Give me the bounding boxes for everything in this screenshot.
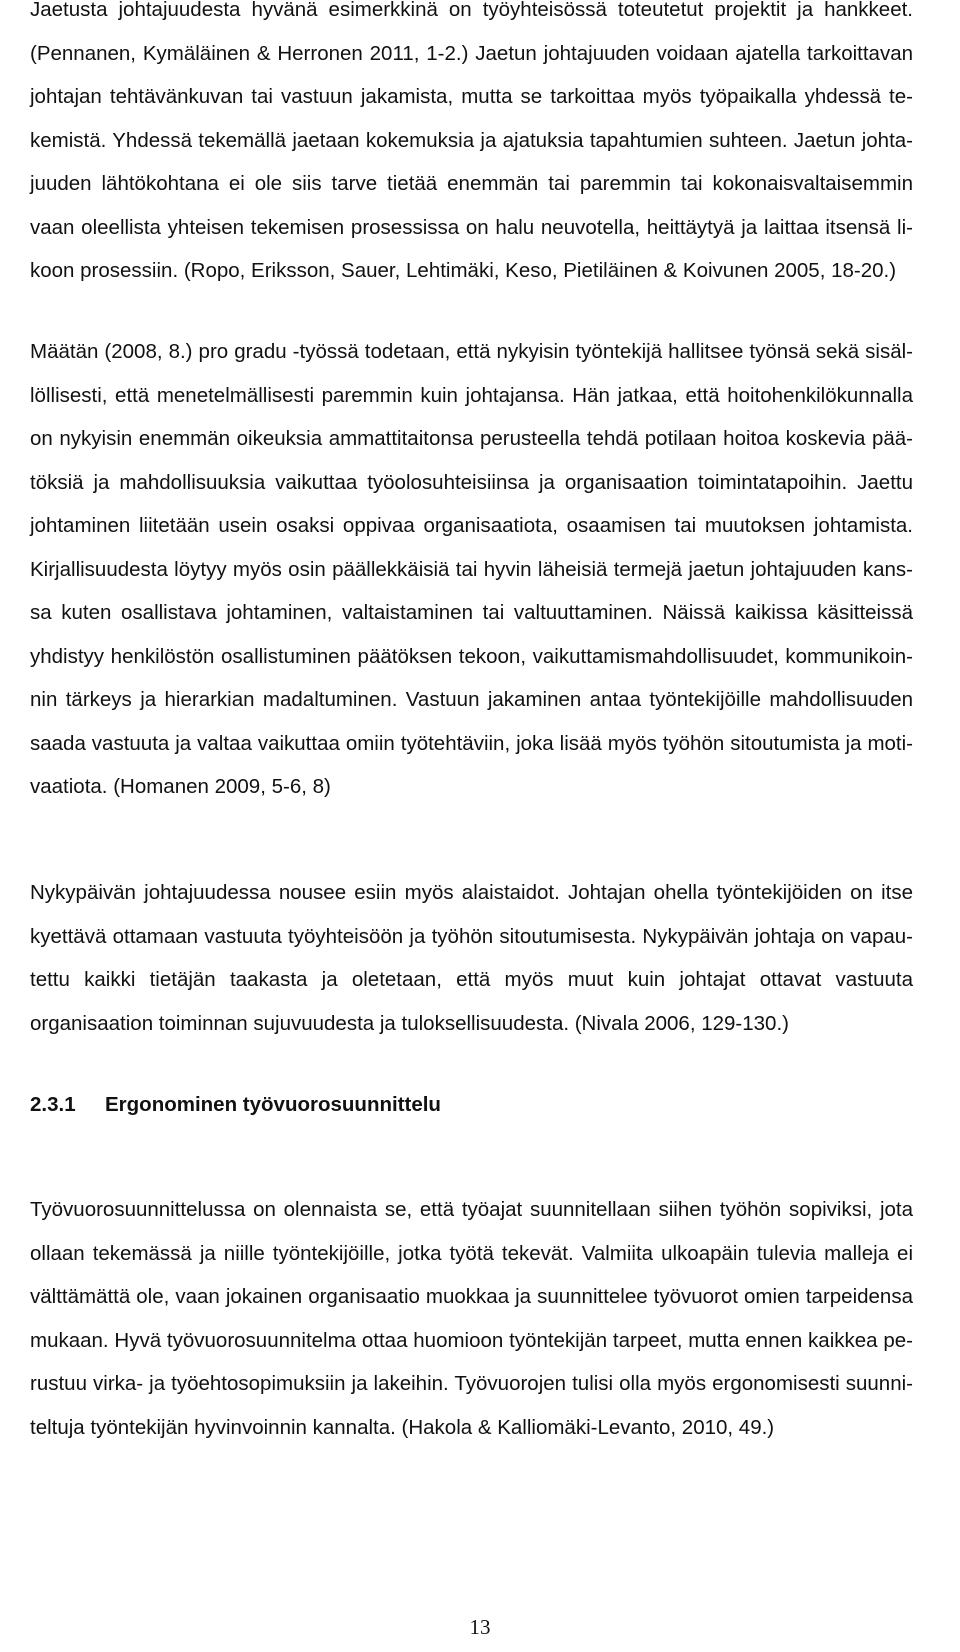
section-number: 2.3.1 — [30, 1093, 76, 1116]
paragraph-maatta-thesis: Määtän (2008, 8.) pro gradu -työssä todetaan, että nykyisin työntekijä hallitsee työnsä sekä sisällöllisesti, että menetelmällisesti paremmin kuin johtajansa. Hän jatkaa, että hoitohenkilökunnalla on nykyisin enemmän oikeuksia ammattitaitonsa perusteella tehdä potilaan hoitoa koskevia päätöksiä ja mahdollisuuksia vaikuttaa työolosuhteisiinsa ja organisaation toimintatapoihin. Jaettu johtaminen liitetään usein osaksi oppivaa organisaatiota, osaamisen tai muutoksen johtamista. Kirjallisuudesta löytyy myös osin päällekkäisiä tai hyvin läheisiä termejä jaetun johtajuuden kanssa kuten osallistava johtaminen, valtaistaminen tai valtuuttaminen. Näissä kaikissa käsitteissä yhdistyy henkilöstön osallistuminen päätöksen tekoon, vaikuttamismahdollisuudet, kommunikoinnin tärkeys ja hierarkian madaltuminen. Vastuun jakaminen antaa työntekijöille mahdollisuuden saada vastuuta ja valtaa vaikuttaa omiin työtehtäviin, joka lisää myös työhön sitoutumista ja motivaatiota. (Homanen 2009, 5-6, 8) — [30, 340, 913, 798]
section-heading — [30, 1083, 441, 1127]
paragraph-shared-leadership: Jaetusta johtajuudesta hyvänä esimerkkinä on työyhteisössä toteutetut projektit ja hankkeet. (Pennanen, Kymäläinen & Herronen 2011, 1-2.) Jaetun johtajuuden voidaan ajatella tarkoittavan johtajan tehtävänkuvan tai vastuun jakamista, mutta se tarkoittaa myös työpaikalla yhdessä tekemistä. Yhdessä tekemällä jaetaan kokemuksia ja ajatuksia tapahtumien suhteen. Jaetun johtajuuden lähtökohtana ei ole siis tarve tietää enemmän tai paremmin tai kokonaisvaltaisemmin vaan oleellista yhteisen tekemisen prosessissa on halu neuvotella, heittäytyä ja laittaa itsensä likoon prosessiin. (Ropo, Eriksson, Sauer, Lehtimäki, Keso, Pietiläinen & Koivunen 2005, 18-20.) — [30, 0, 913, 282]
page-number: 13 — [469, 1615, 491, 1639]
paragraph-subordinate-skills: Nykypäivän johtajuudessa nousee esiin myös alaistaidot. Johtajan ohella työntekijöiden on itse kyettävä ottamaan vastuuta työyhteisöön ja työhön sitoutumisesta. Nykypäivän johtaja on vapautettu kaikki tietäjän taakasta ja oletetaan, että myös muut kuin johtajat ottavat vastuuta organisaation toiminnan sujuvuudesta ja tuloksellisuudesta. (Nivala 2006, 129-130.) — [30, 881, 913, 1035]
section-title: Ergonominen työvuorosuunnittelu — [105, 1093, 441, 1116]
paragraph-shift-planning: Työvuorosuunnittelussa on olennaista se, että työajat suunnitellaan siihen työhön sopiviksi, jota ollaan tekemässä ja niille työntekijöille, jotka työtä tekevät. Valmiita ulkoapäin tulevia malleja ei välttämättä ole, vaan jokainen organisaatio muokkaa ja suunnittelee työvuorot omien tarpeidensa mukaan. Hyvä työvuorosuunnitelma ottaa huomioon työntekijän tarpeet, mutta ennen kaikkea perustuu virka- ja työehtosopimuksiin ja lakeihin. Työvuorojen tulisi olla myös ergonomisesti suunniteltuja työntekijän hyvinvoinnin kannalta. (Hakola & Kalliomäki-Levanto, 2010, 49.) — [30, 1198, 913, 1439]
